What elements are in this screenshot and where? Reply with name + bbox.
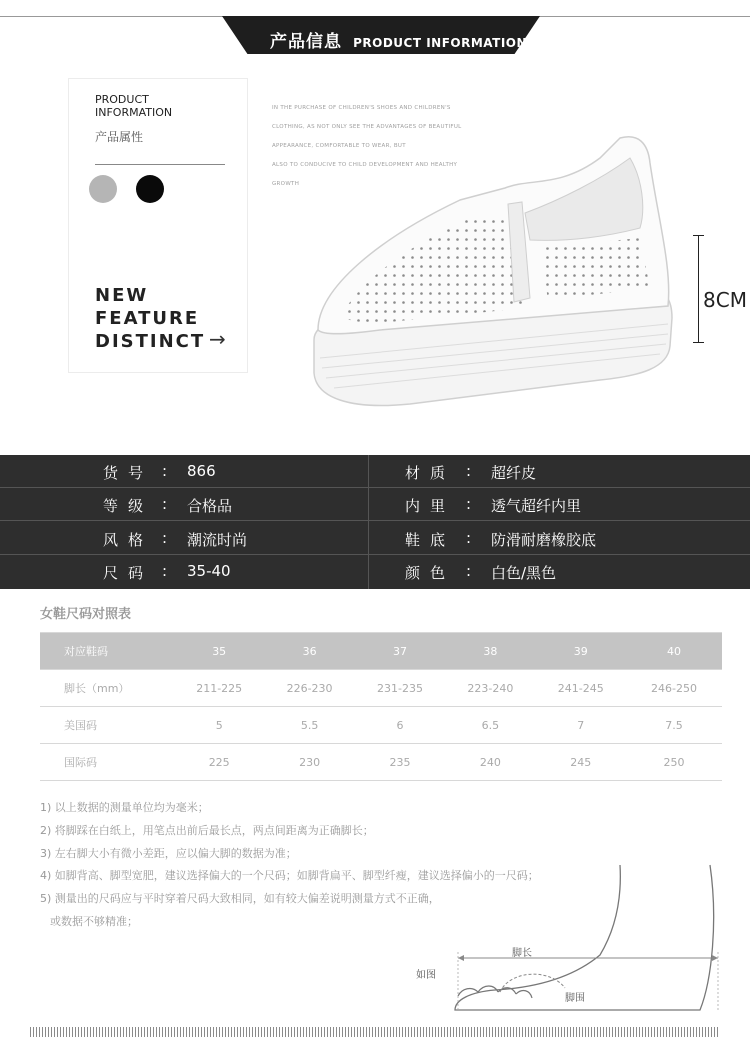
size-chart-title: 女鞋尺码对照表 (40, 607, 132, 622)
color-swatch-black[interactable] (136, 175, 164, 203)
header-cell: 36 (264, 633, 354, 670)
spec-colon: : (466, 495, 472, 513)
spec-label: 风格 (103, 531, 154, 549)
table-row (40, 670, 722, 707)
size-chart-table (40, 632, 722, 781)
table-cell: 245 (536, 744, 626, 781)
blurb-line: ALSO TO CONDUCIVE TO CHILD DEVELOPMENT AND HEALTHY (272, 162, 458, 168)
spec-label: 内里 (405, 497, 456, 515)
dimension-cap-top (693, 235, 704, 236)
note-line: 3) 左右脚大小有微小差距，应以偏大脚的数据为准； (40, 846, 297, 860)
table-cell: 223-240 (445, 670, 535, 707)
spec-label: 尺码 (103, 564, 154, 582)
card-title-en-line2: INFORMATION (95, 106, 173, 119)
table-cell: 6.5 (445, 707, 535, 744)
card-title-en (95, 93, 172, 119)
foot-example-label: 如图 (416, 970, 436, 981)
spec-colon: : (162, 495, 168, 513)
note-line: 或数据不够精准； (50, 914, 138, 928)
spec-colon: : (162, 529, 168, 547)
spec-row-divider (0, 520, 750, 521)
spec-value: 超纤皮 (491, 464, 537, 482)
spec-label: 货号 (103, 464, 154, 482)
row-label: 脚长（mm） (40, 670, 174, 707)
row-label: 美国码 (40, 707, 174, 744)
table-cell: 235 (355, 744, 445, 781)
spec-label: 鞋底 (405, 531, 456, 549)
table-cell: 226-230 (264, 670, 354, 707)
spec-colon: : (162, 462, 168, 480)
foot-length-label: 脚长 (512, 948, 532, 959)
table-cell: 6 (355, 707, 445, 744)
table-cell: 7 (536, 707, 626, 744)
arrow-right-icon[interactable]: → (209, 327, 226, 351)
table-cell: 225 (174, 744, 264, 781)
table-cell: 246-250 (626, 670, 722, 707)
card-divider (95, 164, 225, 165)
spec-value: 透气超纤内里 (491, 497, 582, 515)
spec-value: 防滑耐磨橡胶底 (491, 531, 597, 549)
feature-line-1: NEW (95, 285, 149, 306)
dimension-cap-bottom (693, 342, 704, 343)
table-cell: 250 (626, 744, 722, 781)
spec-value: 866 (187, 462, 216, 480)
table-row (40, 707, 722, 744)
table-cell: 5.5 (264, 707, 354, 744)
foot-measure-diagram (400, 860, 740, 1030)
banner-title (270, 27, 527, 52)
spec-colon: : (466, 562, 472, 580)
spec-label: 材质 (405, 464, 456, 482)
spec-row (0, 488, 750, 521)
spec-value: 35-40 (187, 562, 231, 580)
note-line: 4) 如脚背高、脚型宽肥，建议选择偏大的一个尺码；如脚背扁平、脚型纤瘦，建议选择偏小的一尺码； (40, 869, 539, 883)
shoe-image (300, 118, 690, 418)
table-cell: 5 (174, 707, 264, 744)
table-cell: 241-245 (536, 670, 626, 707)
table-cell: 231-235 (355, 670, 445, 707)
card-title-en-line1: PRODUCT (95, 93, 149, 106)
spec-value: 潮流时尚 (187, 531, 248, 549)
header-cell: 35 (174, 633, 264, 670)
blurb-line: IN THE PURCHASE OF CHILDREN'S SHOES AND CHILDREN'S (272, 105, 451, 111)
ruler-scale (30, 1027, 720, 1037)
feature-text (95, 284, 205, 353)
table-cell: 211-225 (174, 670, 264, 707)
card-title-cn: 产品属性 (95, 130, 144, 144)
feature-line-3: DISTINCT (95, 331, 206, 352)
height-dimension-label: 8CM (703, 288, 747, 312)
spec-table (0, 455, 750, 589)
banner-title-cn: 产品信息 (270, 32, 342, 52)
table-cell: 7.5 (626, 707, 722, 744)
product-info-card (68, 78, 248, 373)
blurb-line: APPEARANCE, COMFORTABLE TO WEAR, BUT (272, 143, 406, 149)
feature-line-2: FEATURE (95, 308, 200, 329)
header-cell: 37 (355, 633, 445, 670)
note-line: 2) 将脚踩在白纸上，用笔点出前后最长点，两点间距离为正确脚长； (40, 823, 374, 837)
table-cell: 230 (264, 744, 354, 781)
spec-value: 白色/黑色 (491, 564, 557, 582)
spec-label: 等级 (103, 497, 154, 515)
banner-title-en: PRODUCT INFORMATION (353, 36, 528, 50)
spec-label: 颜色 (405, 564, 456, 582)
color-swatch-white[interactable] (89, 175, 117, 203)
blurb-line: GROWTH (272, 181, 300, 187)
note-line: 5) 测量出的尺码应与平时穿着尺码大致相同，如有较大偏差说明测量方式不正确， (40, 892, 440, 906)
row-label: 国际码 (40, 744, 174, 781)
table-cell: 240 (445, 744, 535, 781)
spec-colon: : (162, 562, 168, 580)
spec-colon: : (466, 462, 472, 480)
section-banner (0, 16, 750, 56)
note-line: 1) 以上数据的测量单位均为毫米； (40, 801, 209, 814)
foot-outline-icon (400, 860, 740, 1030)
spec-value: 合格品 (187, 497, 233, 515)
blurb-line: CLOTHING, AS NOT ONLY SEE THE ADVANTAGES OF BEAUTIFUL (272, 124, 462, 130)
header-cell: 38 (445, 633, 535, 670)
header-cell: 对应鞋码 (40, 633, 174, 670)
spec-colon: : (466, 529, 472, 547)
height-dimension-line (698, 235, 699, 343)
spec-row (0, 522, 750, 555)
spec-row (0, 455, 750, 488)
foot-girth-label: 脚围 (565, 993, 585, 1004)
table-row (40, 744, 722, 781)
size-chart-header-row (40, 633, 722, 670)
header-cell: 39 (536, 633, 626, 670)
header-cell: 40 (626, 633, 722, 670)
spec-row (0, 555, 750, 588)
